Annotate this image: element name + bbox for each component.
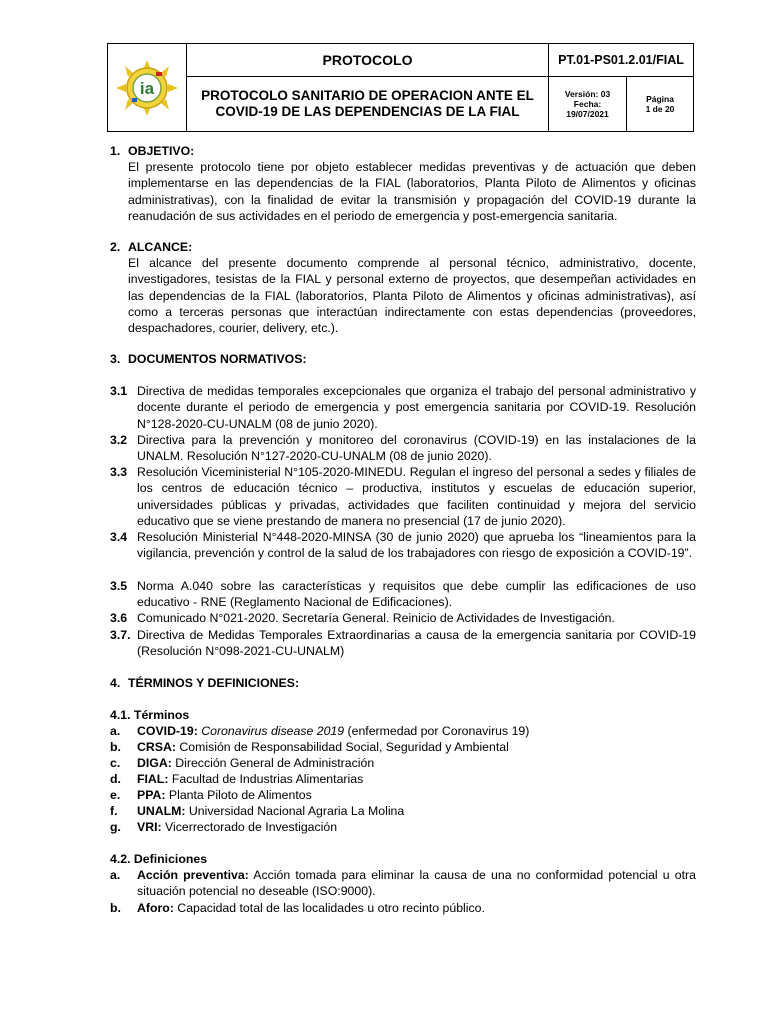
section-1-number: 1. <box>110 144 121 158</box>
term-definition: Planta Piloto de Alimentos <box>165 788 312 802</box>
definition-item <box>137 900 696 916</box>
term-item <box>137 739 509 755</box>
section-2-number: 2. <box>110 240 121 254</box>
date-value: 19/07/2021 <box>566 109 609 119</box>
doc-item-text: Resolución Ministerial N°448-2020-MINSA (30 de junio 2020) que aprueba los “lineamientos para la vigilancia, prevención y control de la salud de los trabajadores con riesgo de exposición a COVID-19”. <box>137 530 696 561</box>
doc-item-number: 3.6 <box>110 611 128 625</box>
doc-item-number: 3.2 <box>110 433 128 447</box>
term-name: UNALM: <box>137 804 186 818</box>
fial-logo <box>114 58 180 118</box>
document-title: PROTOCOLO SANITARIO DE OPERACION ANTE EL COVID-19 DE LAS DEPENDENCIAS DE LA FIAL <box>187 77 549 131</box>
page-label: Página <box>646 94 674 104</box>
term-definition: Dirección General de Administración <box>171 756 375 770</box>
term-letter: b. <box>110 740 121 754</box>
doc-item-number: 3.3 <box>110 465 128 479</box>
term-item <box>137 755 374 771</box>
version-label: Versión: 03 <box>564 89 611 99</box>
term-letter: c. <box>110 756 121 770</box>
term-definition-italic: Coronavirus disease 2019 <box>201 724 345 738</box>
term-name: PPA: <box>137 788 166 802</box>
term-item <box>137 787 312 803</box>
term-definition: Comisión de Responsabilidad Social, Seguridad y Ambiental <box>175 740 509 754</box>
term-letter: f. <box>110 804 118 818</box>
document-type-title: PROTOCOLO <box>187 44 549 77</box>
term-letter: a. <box>110 724 121 738</box>
term-definition: Facultad de Industrias Alimentarias <box>168 772 364 786</box>
definition-item <box>137 867 696 900</box>
term-item <box>137 723 529 739</box>
section-2-text: El alcance del presente documento comprende al personal técnico, administrativo, docente, investigadores, tesistas de la FIAL y personal externo de proyectos, que desempeñan actividades en las dependencias de la FIAL (laboratorios, Planta Piloto de Alimentos y oficinas administrativas), así como a terceras personas que interactúan indirectamente con estas dependencias (proveedores, despachadores, courier, delivery, etc.). <box>128 256 696 336</box>
section-2-heading: ALCANCE: <box>128 240 193 254</box>
section-4-heading: TÉRMINOS Y DEFINICIONES: <box>128 676 300 690</box>
definition-term: Aforo: <box>137 901 174 915</box>
definition-text: Acción tomada para eliminar la causa de una no conformidad potencial u otra situación potencial no deseable (ISO:9000). <box>137 868 696 899</box>
definition-letter: b. <box>110 901 121 915</box>
section-4-number: 4. <box>110 676 121 690</box>
term-name: FIAL: <box>137 772 169 786</box>
subsection-4-1-heading: 4.1. Términos <box>110 708 190 722</box>
section-1-heading: OBJETIVO: <box>128 144 195 158</box>
section-3-number: 3. <box>110 352 121 366</box>
term-letter: e. <box>110 788 121 802</box>
term-name: VRI: <box>137 820 162 834</box>
term-definition: Universidad Nacional Agraria La Molina <box>185 804 405 818</box>
subsection-4-2-heading: 4.2. Definiciones <box>110 852 208 866</box>
term-name: DIGA: <box>137 756 172 770</box>
term-item <box>137 819 337 835</box>
page-number-cell <box>627 77 693 131</box>
doc-item-text: Directiva de Medidas Temporales Extraordinarias a causa de la emergencia sanitaria por COVID-19 (Resolución N°098-2021-CU-UNALM) <box>137 628 696 659</box>
document-code: PT.01-PS01.2.01/FIAL <box>549 44 693 77</box>
page-value: 1 de 20 <box>645 104 675 114</box>
doc-item-text: Directiva para la prevención y monitoreo del coronavirus (COVID-19) en las instalaciones de la UNALM. Resolución N°127-2020-CU-UNALM (08 de junio 2020). <box>137 433 696 464</box>
term-definition: (enfermedad por Coronavirus 19) <box>344 724 530 738</box>
doc-item-text: Directiva de medidas temporales excepcionales que organiza el trabajo del personal administrativo y docente durante el periodo de emergencia y post emergencia sanitaria por COVID-19. Resolución N°128-2020-CU-UNALM (08 de junio 2020). <box>137 384 696 431</box>
doc-item-text: Comunicado N°021-2020. Secretaría General. Reinicio de Actividades de Investigación. <box>137 611 615 625</box>
date-label: Fecha: <box>573 99 602 109</box>
doc-item-text: Norma A.040 sobre las características y requisitos que debe cumplir las edificaciones de uso educativo - RNE (Reglamento Nacional de Edificaciones). <box>137 579 696 610</box>
version-date-cell <box>549 77 627 131</box>
doc-item-text: Resolución Viceministerial N°105-2020-MINEDU. Regulan el ingreso del personal a sedes y filiales de los centros de educación técnico – productiva, institutos y escuelas de educación superior, universidades públicas y privadas, actividades que faciliten continuidad y mejora del servicio educativo que se viene prestando de manera no presencial (17 de junio 2020). <box>137 465 696 528</box>
definition-term: Acción preventiva: <box>137 868 249 882</box>
term-letter: g. <box>110 820 121 834</box>
term-letter: d. <box>110 772 121 786</box>
doc-item-number: 3.1 <box>110 384 128 398</box>
term-item <box>137 803 404 819</box>
doc-item-number: 3.5 <box>110 579 128 593</box>
term-definition: Vicerrectorado de Investigación <box>161 820 338 834</box>
section-1-text: El presente protocolo tiene por objeto establecer medidas preventivas y de actuación que deben implementarse en las dependencias de la FIAL (laboratorios, Planta Piloto de Alimentos y oficinas administrativas), con la finalidad de evitar la transmisión y propagación del COVID-19 durante la reanudación de sus actividades en el periodo de emergencia y post-emergencia sanitaria. <box>128 160 696 223</box>
logo-cell <box>108 44 187 131</box>
doc-item-number: 3.4 <box>110 530 128 544</box>
document-header-table <box>107 43 694 132</box>
definition-letter: a. <box>110 868 121 882</box>
term-item <box>137 771 363 787</box>
term-name: CRSA: <box>137 740 176 754</box>
term-name: COVID-19: <box>137 724 198 738</box>
definition-text: Capacidad total de las localidades u otro recinto público. <box>173 901 485 915</box>
svg-text:ia: ia <box>139 78 155 98</box>
section-3-heading: DOCUMENTOS NORMATIVOS: <box>128 352 307 366</box>
doc-item-number: 3.7. <box>110 628 131 642</box>
